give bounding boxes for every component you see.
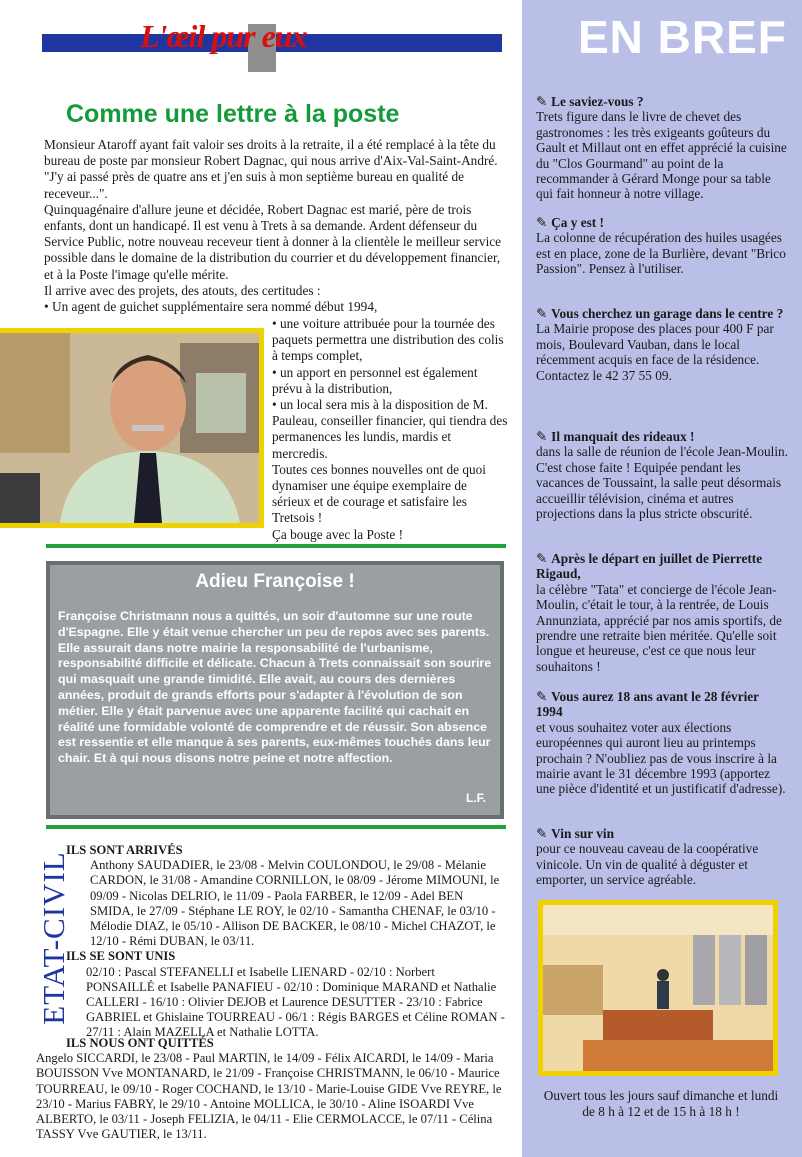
caveau-caption: Ouvert tous les jours sauf dimanche et lundi de 8 h à 12 et de 15 h à 18 h ! (543, 1088, 779, 1119)
photo-illustration (0, 333, 259, 523)
pen-icon: ✎ (536, 306, 548, 321)
etat-civil-section (66, 843, 506, 1041)
brief-title: Vous cherchez un garage dans le centre ? (551, 306, 784, 321)
brief-title: Vin sur vin (551, 826, 614, 841)
section-heading: ILS SE SONT UNIS (66, 949, 176, 964)
brief-title: Vous aurez 18 ans avant le 28 février 1994 (536, 689, 759, 720)
divider (46, 825, 506, 829)
brief-item (536, 826, 788, 888)
brief-title: Il manquait des rideaux ! (551, 429, 695, 444)
brief-text: la célèbre "Tata" et concierge de l'école Jean-Moulin, c'était le tour, à la rentrée, de Louis Annunziata, apprécié par nos amis sportifs, de prendre une retraite bien méritée. Qu'elle soit longue et heureuse, c'est ce que nous leur souhaitons ! (536, 581, 782, 674)
brief-text: Trets figure dans le livre de chevet des gastronomes : les très exigeants goûteurs du Gault et Millaut ont en effet apprécié la cuisine du "Clos Gourmand" au point de la recommander à Gérard Monge pour sa table qui fait honneur à notre village. (536, 109, 787, 202)
brief-item (536, 551, 788, 674)
pen-icon: ✎ (536, 551, 548, 566)
brief-text: dans la salle de réunion de l'école Jean-Moulin. C'est chose faite ! Equipée pendant les vacances de Toussaint, la salle peut désormais accueillir télévision, cinéma et autres projections dans la plus stricte obscurité. (536, 444, 788, 522)
etat-civil-label-text: ETAT-CIVIL (36, 851, 71, 1025)
article-paragraph: Monsieur Ataroff ayant fait valoir ses droits à la retraite, il a été remplacé à la tête du bureau de poste par monsieur Robert Dagnac, qui nous arrive d'Aix-Val-Saint-André. (44, 137, 498, 169)
brief-title: Après le départ en juillet de Pierrette Rigaud, (536, 551, 763, 582)
brief-text: La Mairie propose des places pour 400 F par mois, Boulevard Vauban, dans le local récemment acquis en face de la résidence. Contactez le 42 37 55 09. (536, 321, 774, 383)
brief-item (536, 689, 788, 797)
en-bref-title: EN BREF (578, 11, 787, 63)
article-bullet: • un apport en personnel est également prévu à la distribution, (272, 365, 508, 397)
deaths-section (36, 1036, 506, 1142)
article-bullet: • une voiture attribuée pour la tournée des paquets permettra une distribution des colis à temps complet, (272, 316, 508, 365)
section-heading: ILS NOUS ONT QUITTÉS (66, 1036, 214, 1050)
section-heading: ILS SONT ARRIVÉS (66, 843, 183, 857)
adieu-title: Adieu Françoise ! (195, 571, 355, 592)
receveur-photo (0, 328, 264, 528)
brief-item (536, 215, 788, 277)
brief-title: Le saviez-vous ? (551, 94, 644, 109)
brief-item (536, 94, 788, 202)
article-paragraph: Il arrive avec des projets, des atouts, des certitudes : (44, 282, 321, 298)
adieu-signature: L.F. (466, 791, 486, 805)
article-paragraph: "J'y ai passé près de quatre ans et j'en suis à mon septième bureau en qualité de receveur...". (44, 169, 465, 201)
adieu-box (46, 561, 504, 819)
pen-icon: ✎ (536, 215, 548, 230)
article-closing: Toutes ces bonnes nouvelles ont de quoi dynamiser une équipe exemplaire de sérieux et de courage et satisfaire les Tretsois ! (272, 461, 486, 526)
brief-text: et vous souhaitez voter aux élections européennes qui auront lieu au printemps prochain ? N'oubliez pas de vous inscrire à la mairie avant le 31 décembre 1993 (apportez une pièce d'identité et un justificatif d'adresse). (536, 719, 786, 797)
brief-title: Ça y est ! (551, 215, 604, 230)
brief-item (536, 429, 788, 521)
deaths-list: Angelo SICCARDI, le 23/08 - Paul MARTIN, le 14/09 - Félix AICARDI, le 14/09 - Maria BOUISSON Vve MONTANARD, le 21/09 - Françoise CHRISTMANN, le 06/10 - Maurice TOURREAU, le 09/10 - Roger COCHAND, le 13/10 - Marie-Louise GIDE Vve REYRE, le 23/10 - Marius FABRY, le 29/10 - Antoine MOLLICA, le 30/10 - Aline ISOARDI Vve ALBERTO, le 03/11 - Joseph FELIZIA, le 04/11 - Elie CERMOLACCE, le 07/11 - Célina TASSY Vve GAUTIER, le 13/11. (36, 1051, 502, 1142)
article-paragraph: Quinquagénaire d'allure jeune et décidée, Robert Dagnac est marié, père de trois enfants, dont un handicapé. Il est venu à Trets à sa demande. Ardent défenseur du Service Public, notre nouveau receveur tient à donner à la clientèle le meilleur service possible dans le domaine de la distribution du courrier et du développement financier, et à la Poste l'image qu'elle mérite. (44, 201, 502, 282)
photo-scene (0, 333, 259, 523)
caveau-illustration (543, 905, 773, 1071)
pen-icon: ✎ (536, 689, 548, 704)
births-list: Anthony SAUDADIER, le 23/08 - Melvin COULONDOU, le 29/08 - Mélanie CARDON, le 31/08 - Amandine CORNILLON, le 08/09 - Jérome MIMOUNI, le 09/09 - Nicolas DELRIO, le 11/09 - Paola FARBER, le 12/09 - Adel BEN SMIDA, le 27/09 - Stéphane LE ROY, le 02/10 - Samantha CHENAF, le 03/10 - Mélodie DIAZ, le 05/10 - Allison DE BACKER, le 08/10 - Michel CHAZOT, le 12/10 - Rémi DUBAN, le 03/11. (90, 858, 500, 949)
brief-text: pour ce nouveau caveau de la coopérative vinicole. Un vin de qualité à déguster et emporter, un service agréable. (536, 841, 759, 888)
article-closing-2: Ça bouge avec la Poste ! (272, 526, 404, 542)
article-bullet: • Un agent de guichet supplémentaire sera nommé début 1994, (44, 299, 506, 315)
caveau-photo (538, 900, 778, 1076)
article-title: Comme une lettre à la poste (66, 100, 400, 128)
article-bullet: • un local sera mis à la disposition de M. Pauleau, conseiller financier, qui tiendra des permanences les lundis, mardis et mercredis. (272, 397, 508, 462)
marriages-list: 02/10 : Pascal STEFANELLI et Isabelle LIENARD - 02/10 : Norbert PONSAILLÉ et Isabelle PANAFIEU - 02/10 : Dominique MARAND et Nathalie CALLERI - 16/10 : Olivier DEJOB et Laurence DESUTTER - 23/10 : Fabrice GABRIEL et Ghislaine TOURREAU - 06/1 : Régis BARGES et Céline ROMAN - 27/11 : Alain MAZELLA et Nathalie LOTTA. (86, 964, 505, 1040)
caveau-scene (543, 905, 773, 1071)
article-intro (44, 137, 506, 315)
pen-icon: ✎ (536, 429, 548, 444)
pen-icon: ✎ (536, 826, 548, 841)
masthead-logo: L'œil pur eux (140, 18, 307, 54)
divider (46, 544, 506, 548)
brief-text: La colonne de récupération des huiles usagées est en place, zone de la Burlière, devant "Brico Passion". Pensez à l'utiliser. (536, 230, 786, 277)
adieu-text: Françoise Christmann nous a quittés, un soir d'automne sur une route d'Espagne. Elle y était venue chercher un peu de repos avec ses parents. Elle assurait dans notre mairie la responsabilité de l'urbanisme, responsabilité difficile et délicate. Chacun à Trets connaissait son sourire qui masquait une grande timidité. Elle avait, au cours des dernières années, produit de grands efforts pour s'adapter à l'évolution de son métier. Elle y était parvenue avec une apparente facilité qui cachait en réalité une formidable volonté de comprendre et de réussir. Son absence est ressentie et elle manque à ses parents, eux-mêmes touchés dans leur chair. Et à qui nous disons notre peine et notre affection. (58, 609, 492, 766)
brief-item (536, 306, 788, 383)
article-bullets (272, 316, 508, 543)
pen-icon: ✎ (536, 94, 548, 109)
